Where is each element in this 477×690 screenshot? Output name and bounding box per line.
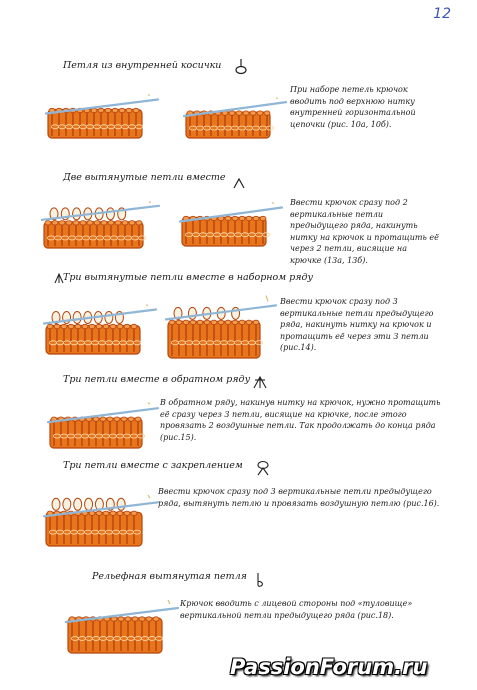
section-title-1: Петля из внутренней косички	[63, 60, 222, 71]
stitch-swatch-16	[38, 492, 160, 550]
three-loops-together-symbol-icon	[54, 272, 64, 284]
stitch-swatch-13a	[36, 200, 161, 252]
stitch-swatch-10a	[40, 92, 160, 142]
section-title-4: Три петли вместе в обратном ряду	[63, 374, 251, 385]
section-description-2: Ввести крючок сразу под 2 вертикальные петли предыдущего ряда, накинуть нитку на крючок и протащить её через 2 петли, висящие на крючке (13а, 13б).	[290, 198, 439, 265]
section-description-6: Крючок вводить с лицевой стороны под «туловище» вертикальной петли предыдущего ряда (рис.18).	[180, 599, 413, 620]
watermark	[230, 655, 470, 685]
relief-loop-symbol-icon	[254, 572, 266, 588]
section-description-4: В обратном ряду, накинув нитку на крючок, нужно протащить её сразу через 3 петли, висящие на крючке, после этого провязать 2 воздушные петли. Так продолжать до конца ряда (рис.15).	[160, 398, 441, 442]
watermark-text: PassionForum.ru	[230, 655, 428, 679]
loop-from-inner-braid-symbol-icon	[234, 58, 248, 76]
section-description-5: Ввести крючок сразу под 3 вертикальные петли предыдущего ряда, вытянуть петлю и провязать воздушную петлю (рис.16).	[158, 487, 440, 508]
three-loops-fastened-symbol-icon	[255, 460, 271, 476]
stitch-swatch-13b	[174, 200, 284, 250]
section-title-2: Две вытянутые петли вместе	[63, 172, 226, 183]
stitch-swatch-14a	[38, 302, 158, 358]
section-title-6: Рельефная вытянутая петля	[92, 571, 247, 582]
page-number: 12	[433, 6, 451, 22]
two-loops-together-symbol-icon	[232, 176, 246, 190]
stitch-swatch-10b	[178, 96, 288, 142]
section-title-3: Три вытянутые петли вместе в наборном ряду	[63, 272, 314, 283]
section-title-5: Три петли вместе с закреплением	[63, 460, 243, 471]
section-description-3: Ввести крючок сразу под 3 вертикальные петли предыдущего ряда, накинуть нитку на крючок и протащить её через эти 3 петли (рис.14).	[280, 297, 434, 352]
stitch-swatch-14b	[160, 292, 278, 362]
stitch-swatch-18	[60, 597, 180, 657]
section-description-1: При наборе петель крючок вводить под верхнюю нитку внутренней горизонтальной цепочки (рис. 10а, 10б).	[290, 85, 416, 129]
stitch-swatch-15	[42, 400, 160, 452]
three-loops-return-row-symbol-icon	[252, 374, 268, 390]
